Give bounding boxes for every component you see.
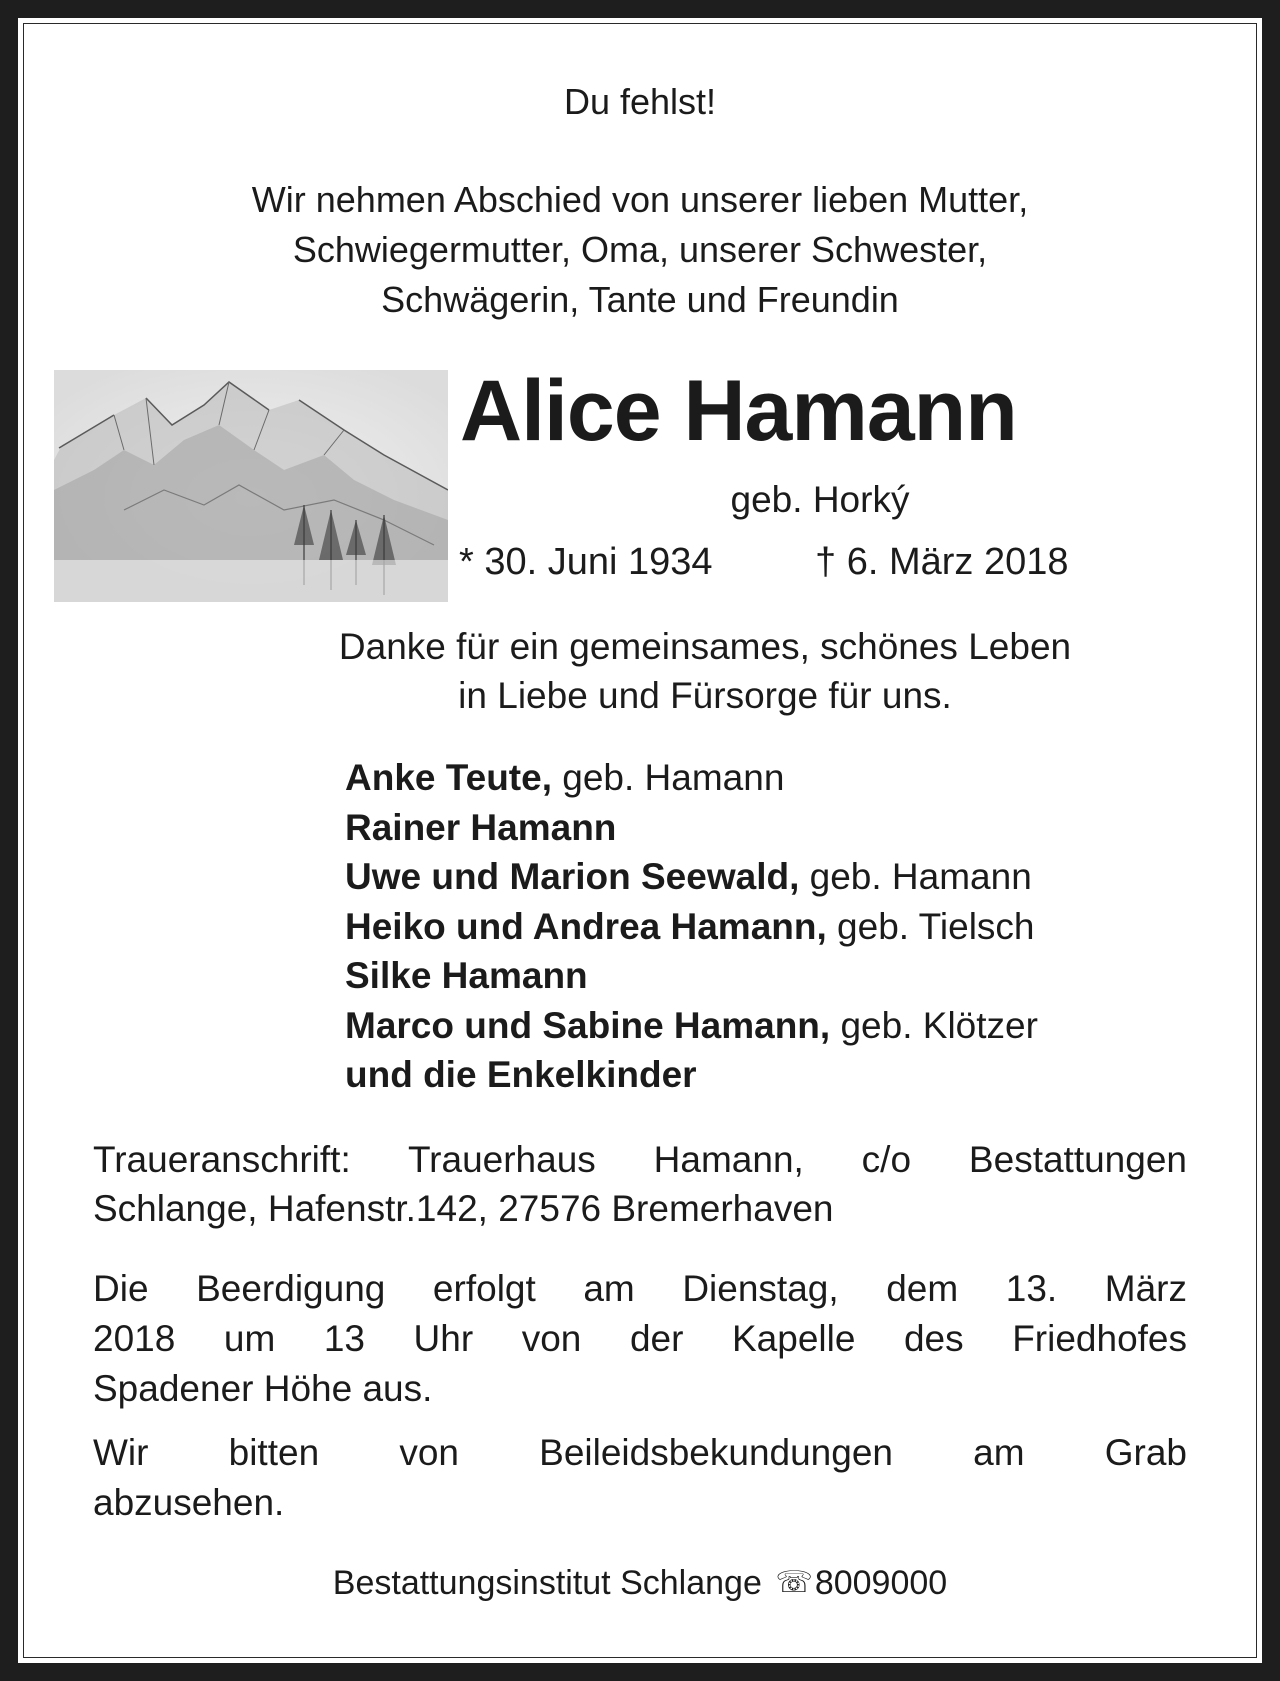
mourner-entry bbox=[345, 803, 1038, 853]
deceased-name: Alice Hamann bbox=[460, 363, 1017, 459]
condolence-request bbox=[93, 1428, 1187, 1528]
mourner-entry bbox=[345, 902, 1038, 952]
mourner-note: geb. Klötzer bbox=[830, 1004, 1038, 1046]
mountain-landscape-sketch-icon bbox=[54, 370, 448, 602]
birth-name: geb. Horký bbox=[730, 479, 910, 520]
mourner-note: geb. Hamann bbox=[551, 757, 785, 798]
mourner-entry bbox=[345, 753, 1038, 803]
farewell-line: Schwägerin, Tante und Freundin bbox=[381, 279, 899, 320]
thanks-line: in Liebe und Fürsorge für uns. bbox=[458, 675, 952, 716]
thanks-text bbox=[0, 622, 1280, 720]
mourner-names: Anke Teute, bbox=[345, 757, 552, 798]
mourner-entry bbox=[345, 951, 1038, 1001]
mourner-note: geb. Hamann bbox=[799, 856, 1032, 897]
address-line: Traueranschrift: Trauerhaus Hamann, c/o Bestattungen bbox=[93, 1139, 1187, 1180]
telephone-icon: ☏ bbox=[775, 1566, 813, 1599]
birth-date: * 30. Juni 1934 bbox=[459, 541, 713, 583]
condolence-line: abzusehen. bbox=[93, 1482, 285, 1523]
mourner-names: Uwe und Marion Seewald, bbox=[345, 856, 800, 897]
death-date: † 6. März 2018 bbox=[815, 541, 1069, 583]
undertaker-footer bbox=[0, 1561, 1280, 1605]
mourner-entry bbox=[345, 1001, 1038, 1051]
mourner-names: Marco und Sabine Hamann, bbox=[345, 1004, 831, 1046]
mourner-names: Heiko und Andrea Hamann, bbox=[345, 905, 827, 947]
condolence-line: Wir bitten von Beileidsbekundungen am Grab bbox=[93, 1432, 1187, 1473]
mourners-list bbox=[345, 753, 1038, 1100]
mourning-address bbox=[93, 1135, 1187, 1233]
funeral-line: 2018 um 13 Uhr von der Kapelle des Friedhofes bbox=[93, 1318, 1187, 1359]
mourner-names: Rainer Hamann bbox=[345, 806, 617, 848]
farewell-text bbox=[0, 175, 1280, 325]
farewell-line: Wir nehmen Abschied von unserer lieben Mutter, bbox=[251, 179, 1029, 220]
funeral-line: Spadener Höhe aus. bbox=[93, 1368, 433, 1409]
address-line: Schlange, Hafenstr.142, 27576 Bremerhaven bbox=[93, 1188, 834, 1229]
thanks-line: Danke für ein gemeinsames, schönes Leben bbox=[338, 626, 1072, 667]
mourner-note: geb. Tielsch bbox=[826, 905, 1035, 947]
funeral-notice bbox=[93, 1264, 1187, 1414]
farewell-line: Schwiegermutter, Oma, unserer Schwester, bbox=[292, 229, 988, 270]
mourner-entry bbox=[345, 1050, 1038, 1100]
funeral-line: Die Beerdigung erfolgt am Dienstag, dem 13. März bbox=[93, 1268, 1187, 1309]
exclamation-heading: Du fehlst! bbox=[563, 81, 717, 122]
mourner-names: Silke Hamann bbox=[345, 955, 588, 996]
undertaker-name: Bestattungsinstitut Schlange bbox=[332, 1564, 762, 1602]
undertaker-phone: 8009000 bbox=[814, 1564, 948, 1602]
mourner-names: und die Enkelkinder bbox=[345, 1054, 697, 1095]
mourner-entry bbox=[345, 852, 1038, 902]
